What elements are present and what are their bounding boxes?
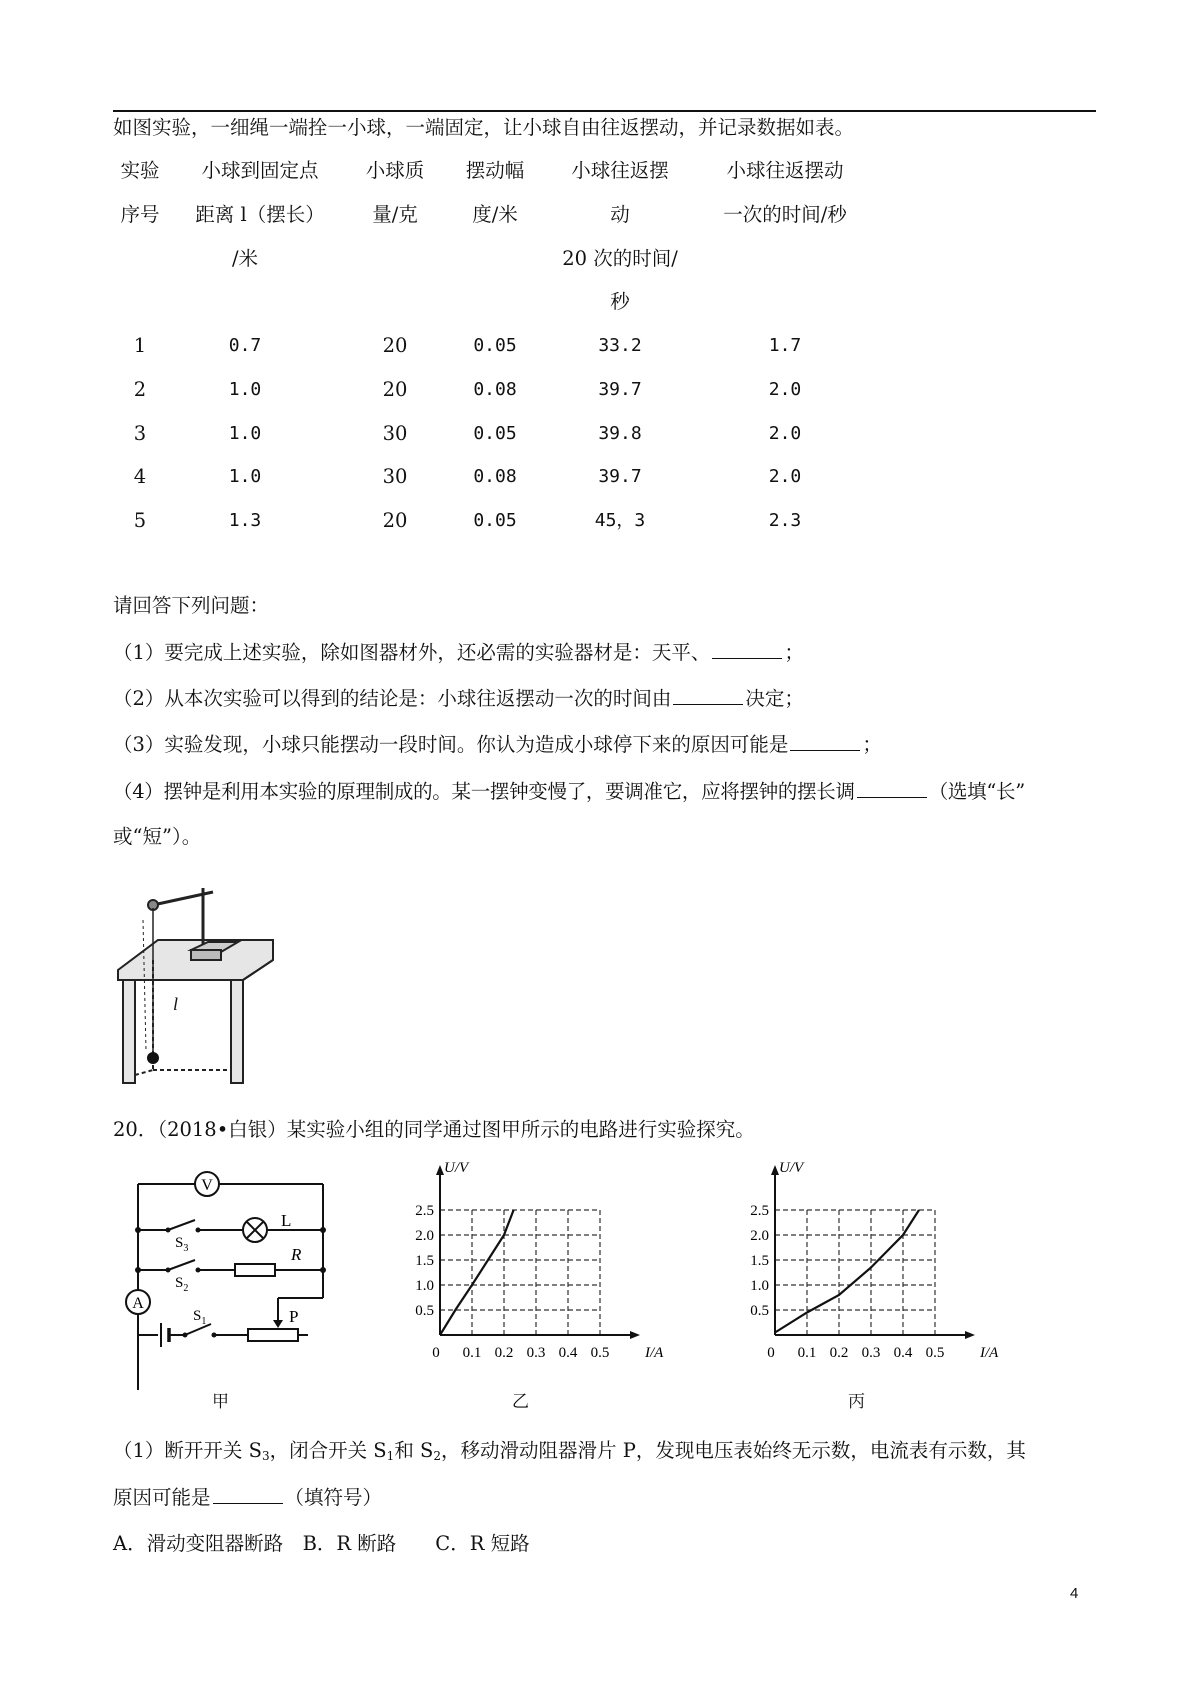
question-2 — [113, 684, 804, 713]
switch-s2-label: $S_2$ — [175, 1275, 189, 1294]
x-tick-label: 0.5 — [925, 1345, 945, 1361]
chart-yi — [405, 1160, 664, 1380]
pendulum-ball — [147, 1052, 159, 1064]
header-rule — [113, 110, 1096, 112]
y-tick-label: 0.5 — [415, 1303, 434, 1319]
question-4-end: （选填“长” — [928, 780, 1025, 803]
intro-text: 如图实验，一细绳一端拴一小球，一端固定，让小球自由往返摆动，并记录数据如表。 — [113, 116, 855, 139]
table-cell: 39.7 — [598, 466, 642, 487]
table-cell: 39.8 — [598, 423, 642, 444]
y-tick-label: 2.0 — [415, 1228, 434, 1244]
caption-bing: 丙 — [848, 1392, 865, 1412]
voltmeter-label: V — [201, 1177, 213, 1194]
problem-20-question-1: （1）断开开关 $S_3$，闭合开关 $S_1$和 $S_2$，移动滑动阻器滑片 P，发现电压表始终无示数，电流表有示数，其 — [113, 1439, 1026, 1463]
chart-bing — [740, 1160, 999, 1380]
header-col2-line1: 小球到固定点 — [201, 159, 319, 182]
table-cell: 5 — [133, 509, 147, 532]
question-3-text: （3）实验发现，小球只能摆动一段时间。你认为造成小球停下来的原因可能是 — [113, 733, 789, 756]
header-col2-line2: 距离 l（摆长） — [195, 203, 325, 226]
x-tick-label: 0.1 — [797, 1345, 817, 1361]
table-cell: 0.05 — [473, 335, 517, 356]
question-2-end: 决定； — [745, 687, 804, 710]
table-cell: 0.7 — [228, 335, 262, 356]
table-cell: 0.05 — [473, 423, 517, 444]
header-col5-line2: 动 — [610, 203, 630, 226]
caption-yi: 乙 — [512, 1392, 529, 1412]
series-line — [775, 1210, 919, 1333]
answer-blank-2[interactable] — [673, 684, 743, 705]
y-tick-label: 1.0 — [750, 1278, 769, 1294]
problem-20-question-1-continued: 原因可能是 （填符号） — [113, 1483, 382, 1512]
lamp-label: L — [281, 1211, 292, 1230]
table-cell: 1.0 — [228, 423, 262, 444]
x-tick-label: 0.3 — [861, 1345, 881, 1361]
table-cell: 1.7 — [768, 335, 802, 356]
x-tick-label: 0.2 — [829, 1345, 849, 1361]
header-col4-line2: 度/米 — [472, 203, 518, 226]
table-cell: 20 — [382, 509, 408, 532]
question-1 — [113, 638, 804, 667]
table-cell: 2.0 — [768, 379, 802, 400]
x-tick-label: 0 — [767, 1345, 775, 1361]
y-axis-arrow — [436, 1165, 444, 1175]
y-tick-label: 1.5 — [750, 1253, 769, 1269]
table-cell: 33.2 — [598, 335, 642, 356]
y-axis-label: U/V — [444, 1160, 469, 1176]
header-col1-line2: 序号 — [120, 203, 160, 226]
problem-20-options: A．滑动变阻器断路 B．R 断路 C．R 短路 — [113, 1532, 530, 1555]
x-tick-label: 0.1 — [462, 1345, 482, 1361]
table-cell: 2 — [133, 378, 147, 401]
question-1-end: ； — [784, 641, 804, 664]
length-label: l — [173, 994, 179, 1014]
table-cell: 1 — [133, 334, 147, 357]
question-2-text: （2）从本次实验可以得到的结论是：小球往返摆动一次的时间由 — [113, 687, 672, 710]
x-tick-label: 0 — [432, 1345, 440, 1361]
table-cell: 4 — [133, 465, 147, 488]
table-cell: 39.7 — [598, 379, 642, 400]
series-line — [440, 1210, 514, 1335]
problem-20-stem: 20．（2018•白银）某实验小组的同学通过图甲所示的电路进行实验探究。 — [113, 1118, 755, 1141]
table-cell: 45，3 — [594, 510, 646, 531]
grid — [440, 1210, 600, 1335]
question-3-end: ； — [862, 733, 882, 756]
x-tick-label: 0.2 — [494, 1345, 514, 1361]
table-cell: 2.3 — [768, 510, 802, 531]
x-tick-label: 0.4 — [893, 1345, 913, 1361]
caption-jia: 甲 — [212, 1392, 229, 1412]
answer-blank-1[interactable] — [712, 638, 782, 659]
table-cell: 30 — [382, 465, 408, 488]
y-tick-label: 2.5 — [415, 1203, 434, 1219]
header-col6-line1: 小球往返摆动 — [726, 159, 844, 182]
x-axis-label: I/A — [980, 1345, 999, 1361]
x-tick-label: 0.4 — [558, 1345, 578, 1361]
y-tick-label: 1.0 — [415, 1278, 434, 1294]
table-cell: 0.08 — [473, 466, 517, 487]
y-axis-arrow — [771, 1165, 779, 1175]
header-col5-line4: 秒 — [610, 290, 630, 313]
x-tick-label: 0.3 — [526, 1345, 546, 1361]
y-tick-label: 2.5 — [750, 1203, 769, 1219]
question-3 — [113, 730, 882, 759]
ammeter-label: A — [132, 1295, 144, 1312]
table-cell: 20 — [382, 334, 408, 357]
y-tick-label: 2.0 — [750, 1228, 769, 1244]
table-cell: 0.08 — [473, 379, 517, 400]
x-axis-label: I/A — [645, 1345, 664, 1361]
table-cell: 1.3 — [228, 510, 262, 531]
answer-blank-20-1[interactable] — [213, 1483, 283, 1504]
pendulum-figure — [113, 880, 273, 1085]
x-tick-label: 0.5 — [590, 1345, 610, 1361]
question-1-text: （1）要完成上述实验，除如图器材外，还必需的实验器材是：天平、 — [113, 641, 711, 664]
table-cell: 2.0 — [768, 423, 802, 444]
table-cell: 2.0 — [768, 466, 802, 487]
header-col3-line1: 小球质 — [365, 159, 425, 182]
header-col4-line1: 摆动幅 — [465, 159, 525, 182]
question-4-continued: 或“短”）。 — [113, 825, 202, 848]
header-col3-line2: 量/克 — [372, 203, 418, 226]
header-col2-line3: /米 — [231, 247, 259, 270]
question-4-text: （4）摆钟是利用本实验的原理制成的。某一摆钟变慢了，要调准它，应将摆钟的摆长调 — [113, 780, 855, 803]
answer-blank-3[interactable] — [790, 730, 860, 751]
slider-label: P — [289, 1307, 299, 1326]
circuit-figure — [113, 1160, 343, 1360]
table-cell: 30 — [382, 422, 408, 445]
header-col5-line1: 小球往返摆 — [571, 159, 669, 182]
question-4 — [113, 777, 1025, 806]
page-number: 4 — [1070, 1585, 1079, 1602]
y-axis-label: U/V — [779, 1160, 804, 1176]
resistor-label: R — [291, 1245, 302, 1264]
header-col6-line2: 一次的时间/秒 — [723, 203, 847, 226]
switch-s3-label: $S_3$ — [175, 1235, 189, 1254]
answer-blank-4[interactable] — [857, 777, 927, 798]
prompt-text: 请回答下列问题： — [113, 594, 270, 617]
table-cell: 20 — [382, 378, 408, 401]
y-tick-label: 1.5 — [415, 1253, 434, 1269]
table-cell: 0.05 — [473, 510, 517, 531]
x-axis-arrow — [630, 1331, 640, 1339]
header-col1-line1: 实验 — [120, 159, 160, 182]
table-cell: 1.0 — [228, 379, 262, 400]
table-cell: 1.0 — [228, 466, 262, 487]
header-col5-line3: 20 次的时间/ — [562, 247, 678, 270]
y-tick-label: 0.5 — [750, 1303, 769, 1319]
switch-s1-label: $S_1$ — [193, 1308, 207, 1327]
table-cell: 3 — [133, 422, 147, 445]
x-axis-arrow — [965, 1331, 975, 1339]
